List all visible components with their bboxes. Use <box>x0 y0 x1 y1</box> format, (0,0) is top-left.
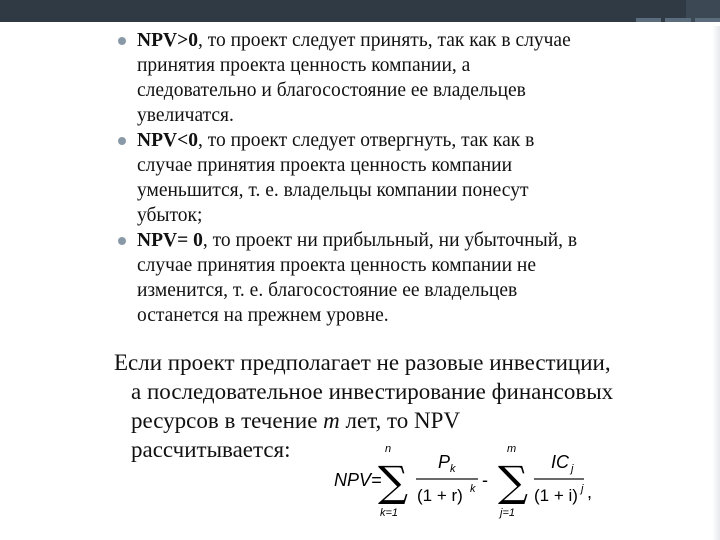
npv-formula-svg <box>334 446 594 522</box>
bullet-text-line: изменится, т. е. благосостояние ее владельцев <box>137 280 518 301</box>
bullet-keyword: NPV>0 <box>137 30 198 51</box>
slide-header-accent <box>0 22 720 26</box>
bullet-text-line: увеличатся. <box>137 105 234 126</box>
bullet-item-npv-zero <box>112 228 712 328</box>
term2-denominator-superscript: j <box>581 483 584 495</box>
bullet-item-npv-positive <box>112 28 712 128</box>
formula-minus: - <box>482 470 488 490</box>
bullet-dot-icon <box>118 237 126 245</box>
sum1-sigma-icon: ∑ <box>378 457 408 506</box>
bullet-dot-icon <box>118 37 126 45</box>
bullet-text-line: , то проект следует принять, так как в случае <box>197 30 571 51</box>
formula-trailing-comma: , <box>587 482 593 502</box>
bullet-text-line: , то проект следует отвергнуть, так как в <box>197 130 535 151</box>
term1-denominator: (1 + r) <box>417 486 463 505</box>
paragraph-line: рассчитывается: <box>131 437 291 462</box>
npv-formula <box>334 446 594 522</box>
bullet-text-line: останется на прежнем уровне. <box>137 305 389 326</box>
term2-denominator: (1 + i) <box>534 486 578 505</box>
slide-right-edge <box>712 26 720 540</box>
paragraph-line: Если проект предполагает не разовые инвестиции, <box>114 350 611 375</box>
sum2-upper-limit: m <box>507 446 517 455</box>
term2-numerator: IC <box>551 452 569 472</box>
term1-numerator-subscript: k <box>450 463 456 475</box>
bullet-keyword: NPV= 0 <box>137 230 203 251</box>
bullet-text-line: , то проект ни прибыльный, ни убыточный, в <box>202 230 578 251</box>
bullet-text-line: принятия проекта ценность компании, а <box>137 55 471 76</box>
paragraph-line: а последовательное инвестирование финансовых <box>131 379 614 404</box>
sum1-upper-limit: n <box>385 446 392 455</box>
term1-numerator: P <box>438 452 451 472</box>
term2-numerator-subscript: j <box>571 463 574 475</box>
bullet-text-line: случае принятия проекта ценность компании не <box>137 255 536 276</box>
bullet-keyword: NPV<0 <box>137 130 198 151</box>
bullet-text-line: следовательно и благосостояние ее владельцев <box>137 80 526 101</box>
bullet-dot-icon <box>118 137 126 145</box>
term1-denominator-superscript: k <box>470 483 476 495</box>
bullet-text-line: убыток; <box>137 205 203 226</box>
slide-content <box>112 28 712 328</box>
sum1-lower-limit: k=1 <box>380 507 399 519</box>
paragraph-variable: m <box>323 408 340 433</box>
bullet-item-npv-negative <box>112 128 712 228</box>
bullet-text-line: случае принятия проекта ценность компании <box>137 155 513 176</box>
formula-lhs: NPV= <box>334 470 382 490</box>
bullet-list <box>112 28 712 328</box>
bullet-text-line: уменьшится, т. е. владельцы компании понесут <box>137 180 529 201</box>
paragraph-line-fragment: лет, то NPV <box>339 408 461 433</box>
sum2-sigma-icon: ∑ <box>498 457 528 506</box>
paragraph-line-fragment: ресурсов в течение <box>131 408 324 433</box>
sum2-lower-limit: j=1 <box>500 507 515 519</box>
slide-header-band <box>0 0 720 22</box>
